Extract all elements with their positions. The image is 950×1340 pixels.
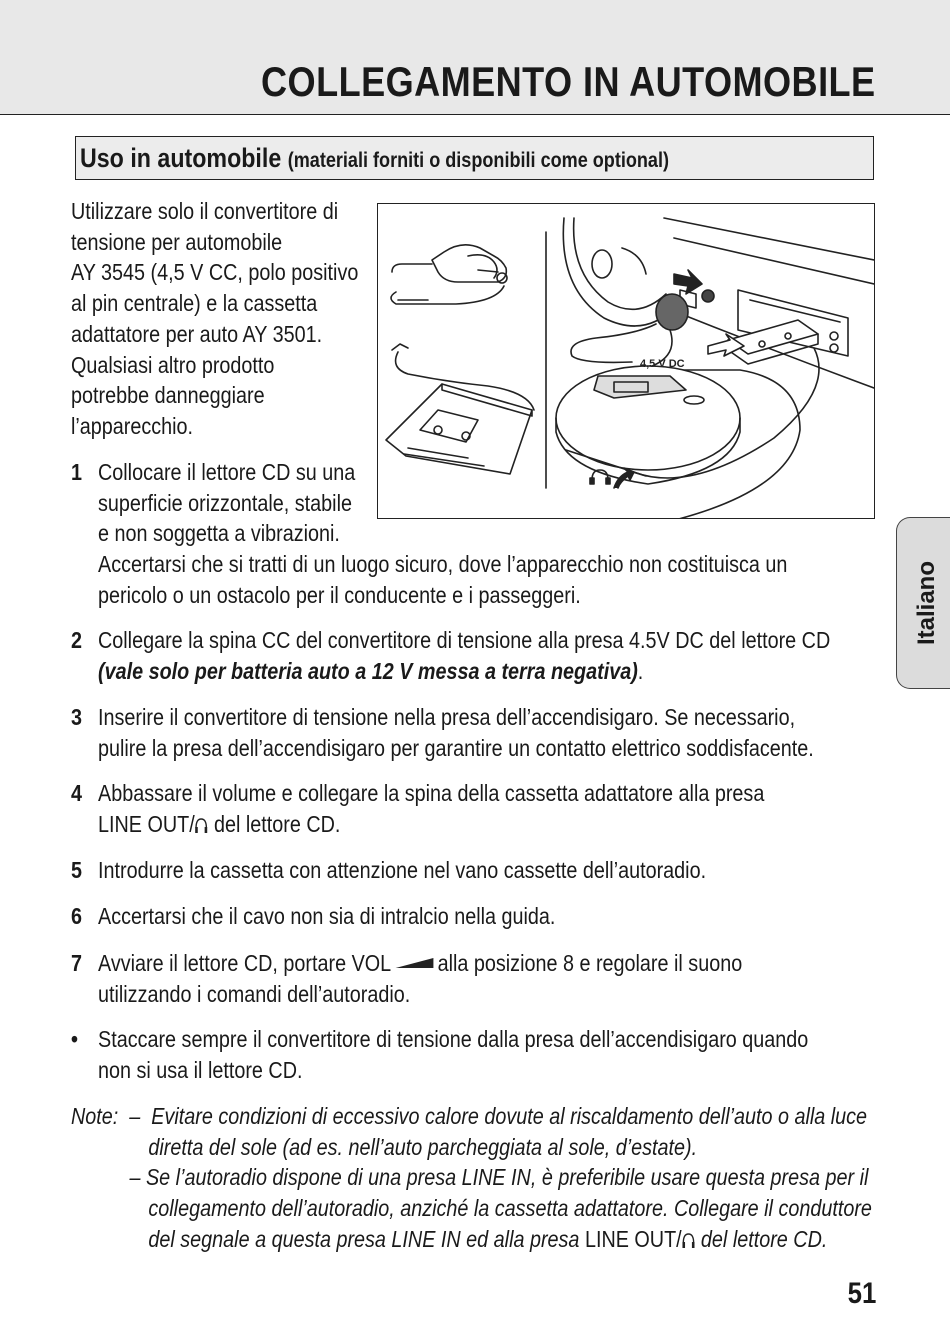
step-line-end: . bbox=[637, 657, 644, 684]
step-emphasis: (vale solo per batteria auto a 12 V messa a terra negativa) bbox=[98, 657, 638, 684]
step-text bbox=[98, 778, 764, 839]
intro-paragraph bbox=[71, 196, 381, 442]
section-subtitle: (materiali forniti o disponibili come optional) bbox=[287, 149, 670, 172]
step-line bbox=[98, 809, 764, 840]
step-number: 1 bbox=[71, 459, 83, 485]
note-line bbox=[71, 1162, 872, 1193]
step-line: Accertarsi che il cavo non sia di intralcio nella guida. bbox=[98, 903, 556, 929]
step-text bbox=[98, 457, 787, 611]
intro-line: tensione per automobile bbox=[71, 228, 283, 255]
note-text: del lettore CD. bbox=[695, 1225, 828, 1252]
step-number: 3 bbox=[71, 704, 83, 730]
cigarette-lighter-plug-icon bbox=[656, 270, 714, 330]
note-text: del segnale a questa presa LINE IN ed alla presa bbox=[148, 1225, 580, 1252]
section-title-main: Uso in automobile bbox=[80, 143, 282, 173]
note-line bbox=[71, 1224, 872, 1255]
step-text bbox=[98, 948, 742, 1009]
step-number: 5 bbox=[71, 857, 83, 883]
bullet-marker: • bbox=[71, 1026, 78, 1052]
intro-line: al pin centrale) e la cassetta bbox=[71, 290, 318, 317]
step-text bbox=[98, 702, 814, 763]
figure-voltage-label: 4,5 V DC bbox=[640, 358, 685, 370]
step-line: Abbassare il volume e collegare la spina della cassetta adattatore alla presa bbox=[98, 780, 765, 806]
step-line-start: Avviare il lettore CD, portare VOL bbox=[98, 950, 392, 976]
step-line: utilizzando i comandi dell’autoradio. bbox=[98, 980, 411, 1007]
headphone-icon bbox=[682, 1231, 696, 1249]
intro-line: Qualsiasi altro prodotto bbox=[71, 351, 275, 378]
car-adapter-plug-icon bbox=[391, 245, 507, 304]
section-title bbox=[80, 143, 669, 174]
notes-block bbox=[71, 1101, 872, 1255]
cassette-insert-icon bbox=[708, 320, 818, 364]
step-text bbox=[98, 901, 555, 932]
language-tab[interactable] bbox=[896, 517, 950, 689]
line-out-label: LINE OUT/ bbox=[98, 810, 195, 837]
step-line: Introdurre la cassetta con attenzione nel vano cassette dell’autoradio. bbox=[98, 857, 707, 883]
page-number: 51 bbox=[847, 1277, 876, 1310]
note-line: collegamento dell’autoradio, anziché la cassetta adattatore. Collegare il conduttore bbox=[148, 1195, 872, 1222]
line-out-label: LINE OUT/ bbox=[584, 1225, 682, 1252]
step-number: 7 bbox=[71, 950, 83, 976]
step-text bbox=[98, 855, 706, 886]
note-dash: – bbox=[129, 1103, 141, 1129]
intro-line: l’apparecchio. bbox=[71, 412, 194, 439]
cassette-adapter-icon bbox=[386, 344, 534, 474]
step-line: e non soggetta a vibrazioni. bbox=[98, 520, 340, 547]
page-title: COLLEGAMENTO IN AUTOMOBILE bbox=[261, 58, 876, 105]
step-line: Collegare la spina CC del convertitore di tensione alla presa 4.5V DC del lettore CD bbox=[98, 627, 831, 653]
step-line: pericolo o un ostacolo per il conducente e i passeggeri. bbox=[98, 581, 581, 608]
notes-label: Note: bbox=[71, 1103, 119, 1129]
step-line: superficie orizzontale, stabile bbox=[98, 489, 352, 516]
intro-line: AY 3545 (4,5 V CC, polo positivo bbox=[71, 259, 359, 286]
intro-line: Utilizzare solo il convertitore di bbox=[71, 198, 339, 224]
step-line: non si usa il lettore CD. bbox=[98, 1056, 303, 1083]
step-number: 6 bbox=[71, 903, 83, 929]
step-line-end: del lettore CD. bbox=[208, 810, 341, 837]
step-line: Collocare il lettore CD su una bbox=[98, 459, 356, 485]
step-number: 2 bbox=[71, 627, 83, 653]
note-text: Evitare condizioni di eccessivo calore dovute al riscaldamento dell’auto o alla luce bbox=[151, 1103, 868, 1129]
note-line: diretta del sole (ad es. nell’auto parcheggiata al sole, d’estate). bbox=[148, 1133, 698, 1160]
volume-wedge-icon bbox=[395, 957, 435, 969]
section-heading-box bbox=[75, 136, 874, 180]
note-dash: – bbox=[129, 1164, 141, 1191]
step-line bbox=[98, 656, 830, 687]
note-line bbox=[71, 1101, 872, 1132]
step-line: Accertarsi che si tratti di un luogo sicuro, dove l’apparecchio non costituisca un bbox=[98, 551, 788, 578]
intro-line: adattatore per auto AY 3501. bbox=[71, 320, 323, 347]
step-line: pulire la presa dell’accendisigaro per garantire un contatto elettrico soddisfacente. bbox=[98, 734, 814, 761]
step-line: Inserire il convertitore di tensione nella presa dell’accendisigaro. Se necessario, bbox=[98, 704, 796, 730]
step-line-end: alla posizione 8 e regolare il suono bbox=[437, 950, 743, 976]
step-number: 4 bbox=[71, 780, 83, 806]
language-tab-label: Italiano bbox=[912, 560, 940, 646]
step-line: Staccare sempre il convertitore di tensione dalla presa dell’accendisigaro quando bbox=[98, 1026, 809, 1052]
headphone-icon bbox=[195, 816, 209, 834]
note-text: Se l’autoradio dispone di una presa LINE IN, è preferibile usare questa presa per il bbox=[145, 1164, 869, 1191]
intro-line: potrebbe danneggiare bbox=[71, 382, 265, 409]
step-line bbox=[98, 948, 742, 979]
dashboard-icon bbox=[664, 218, 874, 388]
step-text bbox=[98, 625, 830, 686]
step-text bbox=[98, 1024, 808, 1085]
